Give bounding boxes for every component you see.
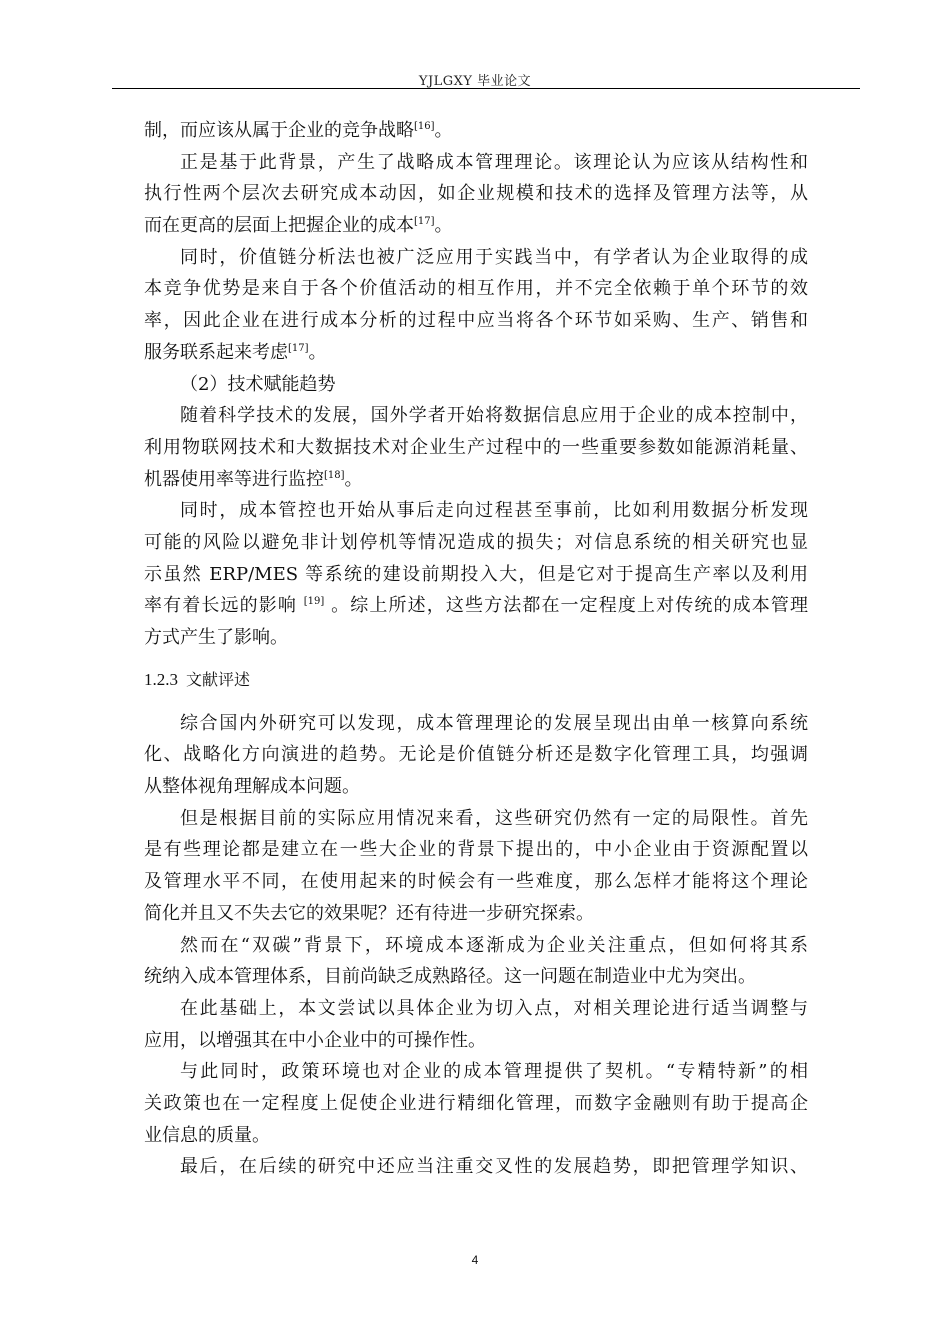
text-line: [144, 866, 808, 898]
text-line: [144, 1025, 808, 1057]
line-text: 制，而应该从属于企业的竞争战略: [144, 120, 414, 141]
line-text: 率有着长远的影响: [144, 595, 304, 617]
text-line: [144, 369, 808, 401]
text-line: [144, 1056, 808, 1088]
text-line: [144, 115, 808, 147]
line-text-after: 。: [344, 468, 363, 490]
line-text: 但是根据目前的实际应用情况来看，这些研究仍然有一定的局限性。首先: [180, 807, 808, 829]
line-text: 利用物联网技术和大数据技术对企业生产过程中的一些重要参数如能源消耗量、: [144, 436, 808, 458]
section-title: 文献评述: [186, 669, 251, 689]
line-text: 与此同时，政策环境也对企业的成本管理提供了契机。“专精特新”的相: [180, 1061, 808, 1083]
line-text: 业信息的质量。: [144, 1124, 270, 1146]
line-text: 同时，价值链分析法也被广泛应用于实践当中，有学者认为企业取得的成: [180, 246, 808, 268]
line-text-after: 。: [434, 120, 453, 141]
text-line: [144, 178, 808, 210]
text-line: [144, 834, 808, 866]
citation-ref: [16]: [414, 121, 435, 132]
text-line: [144, 337, 808, 369]
text-line: [144, 708, 808, 740]
line-text: 是有些理论都是建立在一些大企业的背景下提出的，中小企业由于资源配置以: [144, 839, 808, 861]
line-text: 在此基础上，本文尝试以具体企业为切入点，对相关理论进行适当调整与: [180, 997, 808, 1019]
line-text: （2）技术赋能趋势: [180, 373, 336, 395]
citation-ref: [19]: [303, 596, 325, 608]
text-line: [144, 771, 808, 803]
paragraphs-after-section: [144, 708, 808, 1183]
text-line: [144, 898, 808, 930]
header-rule: [112, 88, 860, 89]
text-line: [144, 400, 808, 432]
line-text: 关政策也在一定程度上促使企业进行精细化管理，而数字金融则有助于提高企: [144, 1092, 808, 1114]
section-heading: [144, 660, 808, 700]
line-text: 及管理水平不同，在使用起来的时候会有一些难度，那么怎样才能将这个理论: [144, 871, 808, 893]
text-line: [144, 147, 808, 179]
line-text: 统纳入成本管理体系，目前尚缺乏成熟路径。这一问题在制造业中尤为突出。: [144, 966, 756, 988]
text-line: [144, 590, 808, 622]
text-line: [144, 305, 808, 337]
citation-ref: [17]: [414, 216, 435, 228]
page-body: [144, 115, 808, 1183]
text-line: [144, 622, 808, 654]
text-line: [144, 1088, 808, 1120]
line-text-after: 。综上所述，这些方法都在一定程度上对传统的成本管理: [324, 595, 808, 617]
text-line: [144, 495, 808, 527]
text-line: [144, 242, 808, 274]
line-text: 服务联系起来考虑: [144, 341, 288, 363]
line-text: 方式产生了影响。: [144, 627, 288, 648]
line-text: 可能的风险以避免非计划停机等情况造成的损失；对信息系统的相关研究也显: [144, 531, 808, 553]
line-text: 简化并且又不失去它的效果呢？还有待进一步研究探索。: [144, 902, 594, 924]
citation-ref: [17]: [288, 342, 309, 354]
paragraphs-before-section: [144, 115, 808, 654]
text-line: [144, 961, 808, 993]
text-line: [144, 993, 808, 1025]
line-text: 本竞争优势是来自于各个价值活动的相互作用，并不完全依赖于单个环节的效: [144, 278, 808, 300]
text-line: [144, 273, 808, 305]
line-text: 从整体视角理解成本问题。: [144, 776, 360, 798]
text-line: [144, 464, 808, 496]
line-text: 综合国内外研究可以发现，成本管理理论的发展呈现出由单一核算向系统: [180, 712, 808, 734]
line-text: 最后，在后续的研究中还应当注重交叉性的发展趋势，即把管理学知识、: [180, 1156, 808, 1178]
line-text: 示虽然 ERP/MES 等系统的建设前期投入大，但是它对于提高生产率以及利用: [144, 563, 808, 585]
line-text: 执行性两个层次去研究成本动因，如企业规模和技术的选择及管理方法等，从: [144, 183, 808, 205]
text-line: [144, 1120, 808, 1152]
line-text: 而在更高的层面上把握企业的成本: [144, 215, 414, 237]
line-text: 同时，成本管控也开始从事后走向过程甚至事前，比如利用数据分析发现: [180, 500, 808, 522]
line-text: 正是基于此背景，产生了战略成本管理理论。该理论认为应该从结构性和: [180, 151, 808, 173]
text-line: [144, 739, 808, 771]
text-line: [144, 559, 808, 591]
text-line: [144, 527, 808, 559]
text-line: [144, 1151, 808, 1183]
text-line: [144, 432, 808, 464]
line-text: 化、战略化方向演进的趋势。无论是价值链分析还是数字化管理工具，均强调: [144, 744, 808, 766]
line-text: 机器使用率等进行监控: [144, 468, 324, 490]
line-text: 随着科学技术的发展，国外学者开始将数据信息应用于企业的成本控制中，: [180, 405, 808, 427]
text-line: [144, 930, 808, 962]
text-line: [144, 210, 808, 242]
page-number: 4: [471, 1253, 479, 1267]
line-text-after: 。: [434, 215, 453, 237]
text-line: [144, 803, 808, 835]
line-text-after: 。: [308, 341, 327, 363]
section-number: 1.2.3: [144, 669, 178, 689]
running-header: YJLGXY 毕业论文: [418, 74, 532, 89]
line-text: 然而在“双碳”背景下，环境成本逐渐成为企业关注重点，但如何将其系: [180, 934, 808, 956]
line-text: 率，因此企业在进行成本分析的过程中应当将各个环节如采购、生产、销售和: [144, 310, 808, 332]
line-text: 应用，以增强其在中小企业中的可操作性。: [144, 1029, 486, 1051]
citation-ref: [18]: [324, 469, 345, 481]
